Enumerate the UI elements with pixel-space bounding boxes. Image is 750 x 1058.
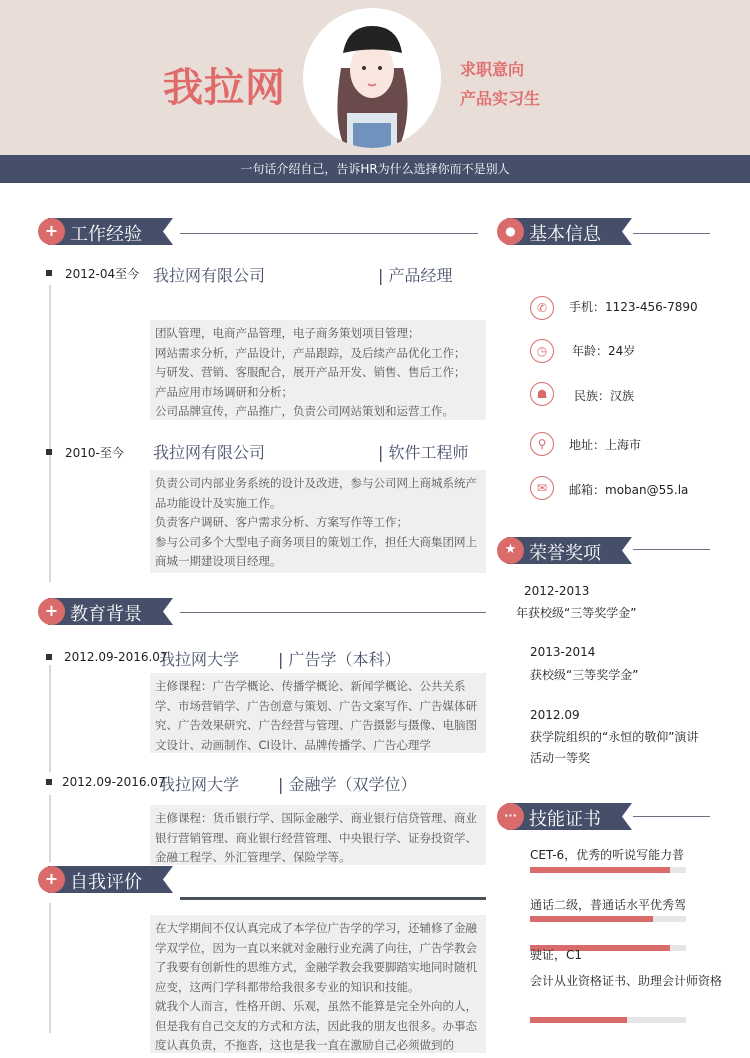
timeline-line bbox=[49, 903, 51, 1033]
skill-bar bbox=[530, 1017, 686, 1023]
person-icon: ☗ bbox=[530, 382, 554, 406]
job-description: 团队管理，电商产品管理，电子商务策划项目管理； 网站需求分析，产品设计，产品跟踪，及后续产品优化工作； 与研发、营销、客服配合，展开产品开发、销售、售后工作； 产品应用市场调研和分析； 公司品牌宣传，产品推广，负责公司网站策划和运营工作。 bbox=[150, 320, 486, 420]
bullet-icon bbox=[46, 270, 52, 276]
honor-date: 2013-2014 bbox=[530, 645, 596, 659]
skill-label: 通话二级，普通话水平优秀驾 bbox=[530, 898, 687, 912]
clock-icon: ◷ bbox=[530, 339, 554, 363]
mail-icon: ✉ bbox=[530, 476, 554, 500]
edu-date: 2012.09-2016.07 bbox=[64, 650, 168, 664]
intent-value: 产品实习生 bbox=[460, 89, 541, 108]
edu-school: 我拉网大学 bbox=[159, 775, 240, 794]
timeline-line bbox=[49, 285, 51, 582]
skill-bar-fill bbox=[530, 916, 653, 922]
honor-text: 获校级“三等奖学金” bbox=[530, 668, 639, 682]
skill-label: CET-6，优秀的听说写能力普 bbox=[530, 848, 685, 862]
job-title: | 产品经理 bbox=[378, 266, 453, 285]
location-icon: ⚲ bbox=[530, 432, 554, 456]
edu-date: 2012.09-2016.07 bbox=[62, 775, 166, 789]
timeline-line bbox=[49, 665, 51, 772]
honor-text: 获学院组织的“永恒的敬仰”演讲 bbox=[530, 730, 699, 744]
plus-icon: + bbox=[38, 218, 65, 245]
info-phone: 手机：1123-456-7890 bbox=[569, 300, 698, 314]
section-skills-header bbox=[497, 803, 632, 830]
more-icon: ··· bbox=[497, 803, 524, 830]
section-title: 基本信息 bbox=[529, 224, 601, 245]
info-age: 年龄：24岁 bbox=[572, 344, 636, 358]
divider bbox=[633, 816, 710, 817]
divider bbox=[180, 897, 486, 900]
divider bbox=[180, 612, 486, 613]
divider bbox=[180, 233, 478, 234]
bullet-icon bbox=[46, 779, 52, 785]
bullet-icon bbox=[46, 449, 52, 455]
tagline: 一句话介绍自己，告诉HR为什么选择你而不是别人 bbox=[0, 155, 750, 183]
honor-date: 2012.09 bbox=[530, 708, 580, 722]
skill-bar bbox=[530, 916, 686, 922]
skill-bar-fill bbox=[530, 1017, 627, 1023]
section-title: 技能证书 bbox=[529, 809, 601, 830]
edu-school: 我拉网大学 bbox=[159, 650, 240, 669]
plus-icon: + bbox=[38, 866, 65, 893]
section-title: 教育背景 bbox=[70, 604, 142, 625]
intent-label: 求职意向 bbox=[460, 60, 525, 79]
divider bbox=[633, 233, 710, 234]
info-address: 地址：上海市 bbox=[569, 438, 642, 452]
job-company: 我拉网有限公司 bbox=[153, 443, 266, 462]
section-honors-header bbox=[497, 537, 632, 564]
honor-date: 2012-2013 bbox=[524, 584, 590, 598]
edu-major: | 金融学（双学位） bbox=[278, 775, 417, 794]
section-title: 工作经验 bbox=[70, 224, 142, 245]
honor-text: 活动一等奖 bbox=[530, 751, 591, 765]
section-self-header bbox=[38, 866, 173, 893]
edu-courses: 主修课程：广告学概论、传播学概论、新闻学概论、公共关系学、市场营销学、广告创意与策划、广告文案写作、广告媒体研究、广告效果研究、广告经营与管理、广告摄影与摄像、电脑图文设计、动画制作、CI设计、品牌传播学、广告心理学 bbox=[150, 673, 486, 753]
info-ethnicity: 民族：汉族 bbox=[574, 389, 635, 403]
section-basic-header bbox=[497, 218, 632, 245]
skill-label: 驶证，C1 bbox=[530, 948, 583, 962]
job-company: 我拉网有限公司 bbox=[153, 266, 266, 285]
section-title: 荣誉奖项 bbox=[529, 543, 601, 564]
section-education-header bbox=[38, 598, 173, 625]
chat-icon: ● bbox=[497, 218, 524, 245]
divider bbox=[633, 549, 710, 550]
job-date: 2010-至今 bbox=[65, 446, 124, 460]
job-title: | 软件工程师 bbox=[378, 443, 469, 462]
bullet-icon bbox=[46, 654, 52, 660]
info-email: 邮箱：moban@55.la bbox=[569, 483, 689, 497]
avatar-photo bbox=[303, 8, 441, 148]
job-date: 2012-04至今 bbox=[65, 267, 140, 281]
section-work-header bbox=[38, 218, 173, 245]
section-title: 自我评价 bbox=[70, 872, 142, 893]
timeline-line bbox=[49, 795, 51, 862]
self-evaluation: 在大学期间不仅认真完成了本学位广告学的学习，还辅修了金融学双学位，因为一直以来就对金融行业充满了向往，广告学教会了我要有创新性的思维方式，金融学教会我要脚踏实地同时随机应变，这两门学科都带给我很多专业的知识和技能。 就我个人而言，性格开朗、乐观，虽然不能算是完全外向的人，但是我有自己交友的方式和方法，因此我的朋友也很多。办事态度认真负责，不拖沓，这也是我一直在激励自己必须做到的 bbox=[150, 915, 486, 1053]
candidate-name: 我拉网 bbox=[163, 65, 286, 111]
skill-bar bbox=[530, 867, 686, 873]
plus-icon: + bbox=[38, 598, 65, 625]
edu-major: | 广告学（本科） bbox=[278, 650, 401, 669]
skill-bar-fill bbox=[530, 867, 670, 873]
job-description: 负责公司内部业务系统的设计及改进，参与公司网上商城系统产品功能设计及实施工作。 负责客户调研、客户需求分析、方案写作等工作； 参与公司多个大型电子商务项目的策划工作，担任大商集团网上商城一期建设项目经理。 bbox=[150, 470, 486, 573]
skill-label: 会计从业资格证书、助理会计师资格 bbox=[530, 974, 723, 988]
star-icon: ★ bbox=[497, 537, 524, 564]
edu-courses: 主修课程：货币银行学、国际金融学、商业银行信贷管理、商业银行营销管理、商业银行经营管理、中央银行学、证券投资学、金融工程学、外汇管理学、保险学等。 bbox=[150, 805, 486, 865]
honor-text: 年获校级“三等奖学金” bbox=[516, 606, 637, 620]
phone-icon: ✆ bbox=[530, 296, 554, 320]
